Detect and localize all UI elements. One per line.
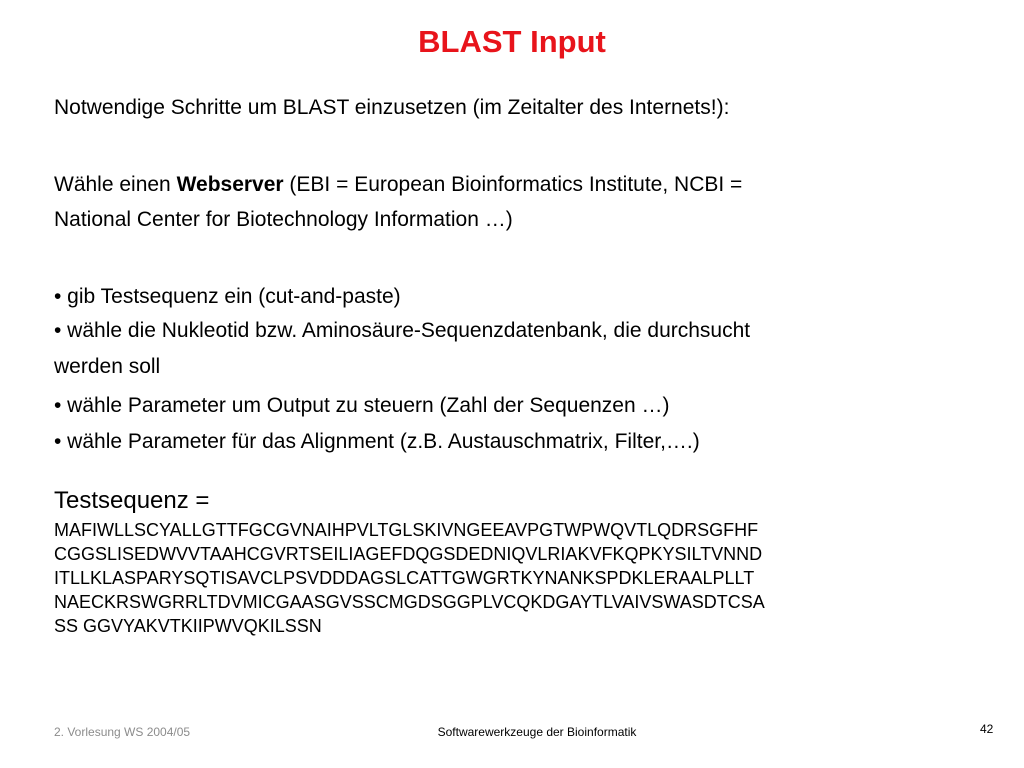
bullet-item-continuation: werden soll (54, 355, 161, 378)
sequence-line: CGGSLISEDWVVTAAHCGVRTSEILIAGEFDQGSDEDNIQVLRIAKVFKQPKYSILTVNND (54, 544, 763, 564)
sequence-line: NAECKRSWGRRLTDVMICGAASGVSSCMGDSGGPLVCQKDGAYTLVAIVSWASDTCSA (54, 592, 765, 612)
bullet-item: • wähle die Nukleotid bzw. Aminosäure-Sequenzdatenbank, die durchsucht (54, 319, 751, 342)
bullet-item: • wähle Parameter um Output zu steuern (Zahl der Sequenzen …) (54, 394, 670, 417)
footer-lecture: 2. Vorlesung WS 2004/05 (54, 725, 191, 739)
webserver-line-2: National Center for Biotechnology Information …) (54, 208, 513, 231)
bullet-item: • gib Testsequenz ein (cut-and-paste) (54, 285, 401, 308)
sequence-line: MAFIWLLSCYALLGTTFGCGVNAIHPVLTGLSKIVNGEEAVPGTWPWQVTLQDRSGFHF (54, 520, 759, 540)
page-number: 42 (980, 722, 994, 736)
webserver-keyword: Webserver (176, 173, 284, 196)
sequence-line: SS GGVYAKVTKIIPWVQKILSSN (54, 616, 322, 636)
footer-course: Softwarewerkzeuge der Bioinformatik (437, 725, 637, 739)
intro-text: Notwendige Schritte um BLAST einzusetzen (im Zeitalter des Internets!): (54, 96, 730, 119)
bullet-item: • wähle Parameter für das Alignment (z.B. Austauschmatrix, Filter,….) (54, 430, 700, 453)
test-sequence-label: Testsequenz = (54, 487, 210, 514)
webserver-prefix: Wähle einen (54, 173, 177, 196)
webserver-suffix: (EBI = European Bioinformatics Institute, NCBI = (283, 173, 743, 196)
webserver-line-1 (54, 171, 742, 199)
sequence-line: ITLLKLASPARYSQTISAVCLPSVDDDAGSLCATTGWGRTKYNANKSPDKLERAALPLLT (54, 568, 755, 588)
slide-title: BLAST Input (418, 24, 606, 59)
